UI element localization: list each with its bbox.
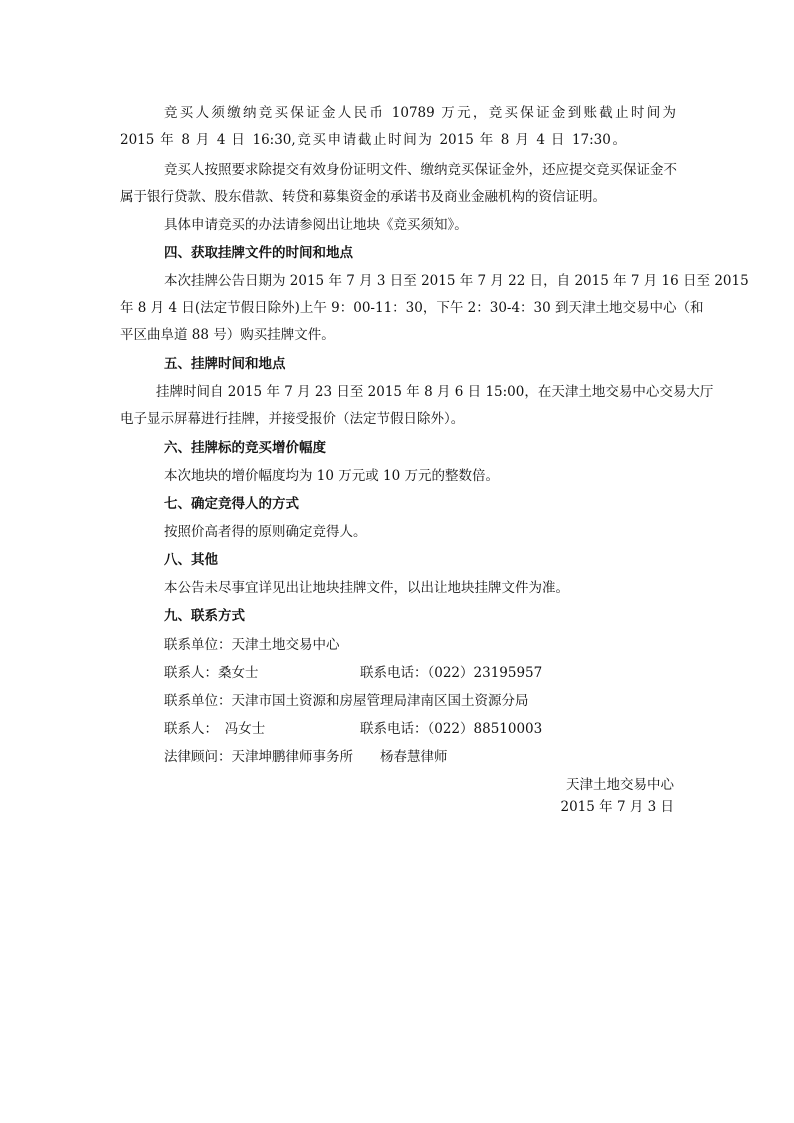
signature-organization: 天津土地交易中心 xyxy=(566,777,674,793)
section-6-heading: 六、挂牌标的竞买增价幅度 xyxy=(164,440,326,456)
deposit-paragraph-line-2: 2015 年 8 月 4 日 16:30,竞买申请截止时间为 2015 年 8 月 4 日 17:30。 xyxy=(120,132,626,148)
requirement-paragraph-line-1: 竞买人按照要求除提交有效身份证明文件、缴纳竞买保证金外，还应提交竞买保证金不 xyxy=(164,162,677,178)
contact-person-2: 联系人： 冯女士 xyxy=(164,721,266,737)
contact-phone-2: 联系电话：（022）88510003 xyxy=(360,721,543,737)
section-7-paragraph: 按照价高者得的原则确定竞得人。 xyxy=(164,524,367,540)
section-5-heading: 五、挂牌时间和地点 xyxy=(164,356,286,372)
contact-unit-1: 联系单位：天津土地交易中心 xyxy=(164,637,340,653)
section-8-heading: 八、其他 xyxy=(164,552,218,568)
legal-advisor: 法律顾问：天津坤鹏律师事务所 xyxy=(164,749,353,765)
section-5-line-1: 挂牌时间自 2015 年 7 月 23 日至 2015 年 8 月 6 日 15:00，在天津土地交易中心交易大厅 xyxy=(156,384,714,400)
section-7-heading: 七、确定竞得人的方式 xyxy=(164,496,299,512)
contact-person-1: 联系人：桑女士 xyxy=(164,665,259,681)
signature-date: 2015 年 7 月 3 日 xyxy=(560,799,674,815)
deposit-paragraph-line-1: 竞买人须缴纳竞买保证金人民币 10789 万元，竞买保证金到账截止时间为 xyxy=(164,105,676,121)
section-4-line-2: 年 8 月 4 日(法定节假日除外)上午 9：00-11：30，下午 2：30-4：30 到天津土地交易中心（和 xyxy=(120,300,704,316)
contact-unit-2: 联系单位：天津市国土资源和房屋管理局津南区国土资源分局 xyxy=(164,693,529,709)
requirement-paragraph-line-2: 属于银行贷款、股东借款、转贷和募集资金的承诺书及商业金融机构的资信证明。 xyxy=(120,189,606,205)
section-9-heading: 九、联系方式 xyxy=(164,608,245,624)
contact-phone-1: 联系电话：（022）23195957 xyxy=(360,665,543,681)
section-8-paragraph: 本公告未尽事宜详见出让地块挂牌文件，以出让地块挂牌文件为准。 xyxy=(164,580,569,596)
section-6-paragraph: 本次地块的增价幅度均为 10 万元或 10 万元的整数倍。 xyxy=(164,468,500,484)
section-5-line-2: 电子显示屏幕进行挂牌，并接受报价（法定节假日除外）。 xyxy=(120,411,465,427)
application-method-paragraph: 具体申请竞买的办法请参阅出让地块《竞买须知》。 xyxy=(164,217,468,233)
section-4-line-3: 平区曲阜道 88 号）购买挂牌文件。 xyxy=(120,327,335,343)
section-4-heading: 四、获取挂牌文件的时间和地点 xyxy=(164,245,353,261)
lawyer-name: 杨春慧律师 xyxy=(380,749,448,765)
section-4-line-1: 本次挂牌公告日期为 2015 年 7 月 3 日至 2015 年 7 月 22 日，自 2015 年 7 月 16 日至 2015 xyxy=(164,273,749,289)
